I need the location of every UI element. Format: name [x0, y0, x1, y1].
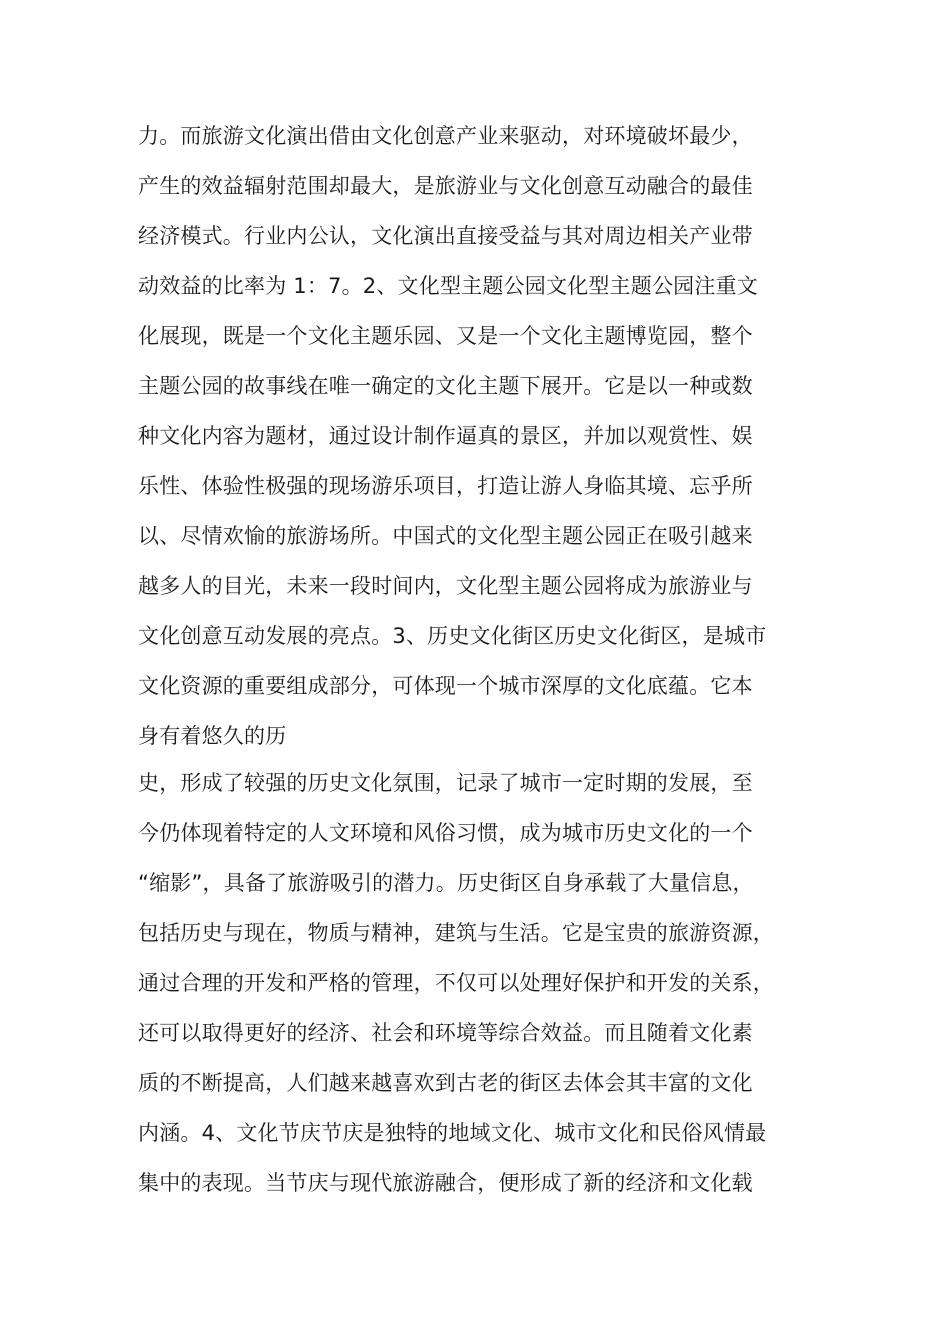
- text-line: 力。而旅游文化演出借由文化创意产业来驱动，对环境破坏最少，: [138, 124, 753, 148]
- text-line: 今仍体现着特定的人文环境和风俗习惯，成为城市历史文化的一个: [138, 821, 753, 845]
- text-line: 主题公园的故事线在唯一确定的文化主题下展开。它是以一种或数: [138, 374, 753, 398]
- text-line: 经济模式。行业内公认，文化演出直接受益与其对周边相关产业带: [138, 224, 753, 248]
- text-line: 种文化内容为题材，通过设计制作逼真的景区，并加以观赏性、娱: [138, 424, 753, 448]
- text-line: 产生的效益辐射范围却最大，是旅游业与文化创意互动融合的最佳: [138, 174, 753, 198]
- text-line: 包括历史与现在，物质与精神，建筑与生活。它是宝贵的旅游资源，: [138, 921, 774, 945]
- text-line: 通过合理的开发和严格的管理，不仅可以处理好保护和开发的关系，: [138, 971, 774, 995]
- text-line: 文化创意互动发展的亮点。3、历史文化街区历史文化街区，是城市: [138, 624, 767, 648]
- text-line: 化展现，既是一个文化主题乐园、又是一个文化主题博览园，整个: [138, 324, 753, 348]
- text-line: “缩影”，具备了旅游吸引的潜力。历史街区自身承载了大量信息，: [138, 871, 754, 895]
- text-line: 还可以取得更好的经济、社会和环境等综合效益。而且随着文化素: [138, 1021, 753, 1045]
- text-line: 乐性、体验性极强的现场游乐项目，打造让游人身临其境、忘乎所: [138, 474, 753, 498]
- paragraph-2: [138, 758, 798, 1208]
- text-line: 动效益的比率为 1：7。2、文化型主题公园文化型主题公园注重文: [138, 274, 758, 298]
- text-line: 史，形成了较强的历史文化氛围，记录了城市一定时期的发展，至: [138, 771, 753, 795]
- paragraph-1: [138, 111, 798, 761]
- text-line: 内涵。4、文化节庆节庆是独特的地域文化、城市文化和民俗风情最: [138, 1121, 767, 1145]
- text-line: 身有着悠久的历: [138, 724, 287, 748]
- text-line: 文化资源的重要组成部分，可体现一个城市深厚的文化底蕴。它本: [138, 674, 753, 698]
- text-line: 越多人的目光，未来一段时间内，文化型主题公园将成为旅游业与: [138, 574, 753, 598]
- text-line: 以、尽情欢愉的旅游场所。中国式的文化型主题公园正在吸引越来: [138, 524, 753, 548]
- text-line: 集中的表现。当节庆与现代旅游融合，便形成了新的经济和文化载: [138, 1171, 753, 1195]
- text-line: 质的不断提高，人们越来越喜欢到古老的街区去体会其丰富的文化: [138, 1071, 753, 1095]
